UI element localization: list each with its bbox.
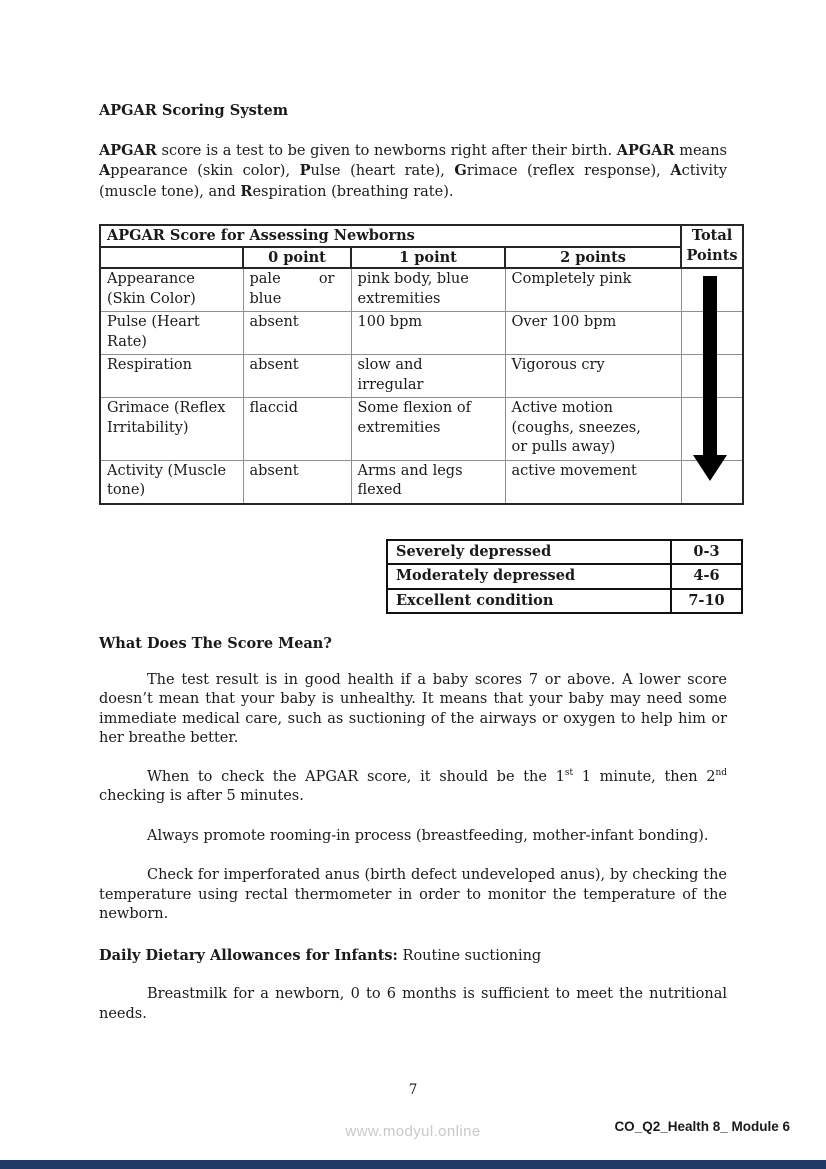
apgar-table-wrap xyxy=(99,224,742,505)
apgar-row xyxy=(100,312,743,355)
apgar-cell-p0: pale or blue xyxy=(243,268,351,312)
apgar-cell-p1: pink body, blue extremities xyxy=(351,268,505,312)
apgar-header-row-2 xyxy=(100,247,743,269)
score-row xyxy=(387,540,742,565)
apgar-row xyxy=(100,460,743,504)
apgar-cell-label: Grimace (Reflex Irritability) xyxy=(100,398,243,461)
score-label-cell: Excellent condition xyxy=(387,589,671,614)
paragraph-imperforated-anus: Check for imperforated anus (birth defect undeveloped anus), by checking the temperature using rectal thermometer in order to monitor the temperature of the newborn. xyxy=(99,867,727,922)
score-row xyxy=(387,589,742,614)
score-range-cell: 7-10 xyxy=(671,589,742,614)
total-points-header-line1: Total xyxy=(691,227,733,244)
apgar-cell-p2: active movement xyxy=(505,460,681,504)
apgar-cell-label: Pulse (Heart Rate) xyxy=(100,312,243,355)
paragraph-breastmilk: Breastmilk for a newborn, 0 to 6 months is sufficient to meet the nutritional needs. xyxy=(99,986,727,1022)
heading-daily-dietary xyxy=(99,946,727,967)
score-range-cell: 4-6 xyxy=(671,564,742,589)
score-row xyxy=(387,564,742,589)
heading-daily-dietary-normal: Routine suctioning xyxy=(397,947,542,964)
heading-daily-dietary-bold: Daily Dietary Allowances for Infants: xyxy=(99,946,398,964)
apgar-row xyxy=(100,268,743,312)
apgar-cell-label: Respiration xyxy=(100,355,243,398)
apgar-cell-p1: Arms and legs flexed xyxy=(351,460,505,504)
apgar-row xyxy=(100,355,743,398)
arrow-stem xyxy=(703,276,717,455)
header-2-points: 2 points xyxy=(505,247,681,269)
arrow-head xyxy=(693,455,727,481)
section-heading-apgar: APGAR Scoring System xyxy=(99,102,289,119)
apgar-row xyxy=(100,398,743,461)
total-points-down-arrow-icon xyxy=(693,276,727,481)
header-1-point: 1 point xyxy=(351,247,505,269)
header-0-point: 0 point xyxy=(243,247,351,269)
total-points-header-line2: Points xyxy=(686,246,738,264)
apgar-cell-p1: slow and irregular xyxy=(351,355,505,398)
apgar-cell-label: Activity (Muscle tone) xyxy=(100,460,243,504)
empty-header-cell xyxy=(100,247,243,269)
page-number: 7 xyxy=(408,1082,418,1098)
apgar-cell-label: Appearance (Skin Color) xyxy=(100,268,243,312)
score-label-cell: Moderately depressed xyxy=(387,564,671,589)
apgar-cell-p0: flaccid xyxy=(243,398,351,461)
footer-bar xyxy=(0,1160,826,1169)
total-points-header xyxy=(681,225,743,268)
section-heading-score-mean: What Does The Score Mean? xyxy=(99,635,332,652)
apgar-cell-p1: 100 bpm xyxy=(351,312,505,355)
apgar-cell-p2: Active motion (coughs, sneezes, or pulls away) xyxy=(505,398,681,461)
apgar-cell-p1: Some flexion of extremities xyxy=(351,398,505,461)
paragraph-test-result: The test result is in good health if a baby scores 7 or above. A lower score doesn’t mean that your baby is unhealthy. It means that your baby may need some immediate medical care, such as suctioning of the airways or oxygen to help him or her breathe better. xyxy=(99,671,727,746)
intro-paragraph: APGAR score is a test to be given to newborns right after their birth. APGAR means Appearance (skin color), Pulse (heart rate), Grimace (reflex response), Activity (muscle tone), and Respiration (breathing rate). xyxy=(99,141,728,200)
apgar-header-row-1 xyxy=(100,225,743,247)
apgar-cell-p0: absent xyxy=(243,312,351,355)
score-interpretation-table xyxy=(386,539,743,615)
score-range-cell: 0-3 xyxy=(671,540,742,565)
apgar-cell-p2: Vigorous cry xyxy=(505,355,681,398)
score-label-cell: Severely depressed xyxy=(387,540,671,565)
module-label: CO_Q2_Health 8_ Module 6 xyxy=(614,1119,790,1134)
apgar-cell-p2: Completely pink xyxy=(505,268,681,312)
apgar-cell-p0: absent xyxy=(243,460,351,504)
paragraph-rooming-in: Always promote rooming-in process (breastfeeding, mother-infant bonding). xyxy=(147,827,709,844)
apgar-cell-p0: absent xyxy=(243,355,351,398)
apgar-score-table xyxy=(99,224,744,505)
paragraph-when-to-check: When to check the APGAR score, it should be the 1st 1 minute, then 2nd checking is after 5 minutes. xyxy=(99,767,727,804)
watermark-text: www.modyul.online xyxy=(345,1123,481,1140)
apgar-cell-p2: Over 100 bpm xyxy=(505,312,681,355)
apgar-table-title: APGAR Score for Assessing Newborns xyxy=(100,225,681,247)
